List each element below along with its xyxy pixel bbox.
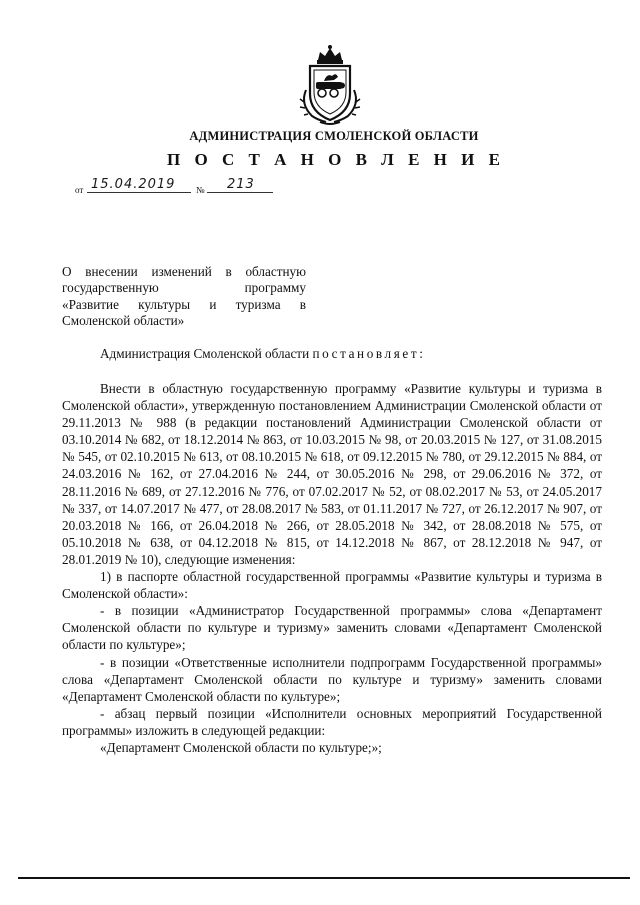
body-paragraph: «Департамент Смоленской области по культуре;»; (100, 739, 382, 755)
document-body (62, 380, 602, 756)
organization-name: АДМИНИСТРАЦИЯ СМОЛЕНСКОЙ ОБЛАСТИ (189, 129, 479, 143)
document-type-title: П О С Т А Н О В Л Е Н И Е (167, 150, 505, 169)
body-paragraph: - абзац первый позиции «Исполнители основных мероприятий Государственной программы» изложить в следующей редакции: (62, 705, 602, 738)
body-paragraph: - в позиции «Ответственные исполнители подпрограмм Государственной программы» слова «Департамент Смоленской области по культуре и туризму» заменить словами «Департамент Смоленской области по культуре»; (62, 654, 602, 704)
number-value: 213 (227, 177, 255, 192)
subject-line: О внесении изменений в областную (62, 264, 306, 279)
preamble-text: Администрация Смоленской области (100, 346, 313, 361)
number-underline (207, 192, 273, 193)
body-paragraph: Внести в областную государственную программу «Развитие культуры и туризма в Смоленской области», утвержденную постановлением Администрации Смоленской области от 29.11.2013 № 988 (в редакции постановлений Администрации Смоленской области от 03.10.2014 № 682, от 18.12.2014 № 863, от 10.03.2015 № 98, от 20.03.2015 № 127, от 31.08.2015 № 545, от 02.10.2015 № 613, от 08.10.2015 № 618, от 09.12.2015 № 780, от 29.12.2015 № 884, от 24.03.2016 № 162, от 27.04.2016 № 244, от 30.05.2016 № 298, от 29.06.2016 № 372, от 28.11.2016 № 689, от 27.12.2016 № 776, от 07.02.2017 № 52, от 08.02.2017 № 53, от 24.05.2017 № 337, от 14.07.2017 № 477, от 28.08.2017 № 583, от 01.11.2017 № 727, от 26.12.2017 № 907, от 20.03.2018 № 166, от 26.04.2018 № 266, от 28.05.2018 № 342, от 28.08.2018 № 575, от 05.10.2018 № 638, от 04.12.2018 № 815, от 14.12.2018 № 867, от 28.12.2018 № 947, от 28.01.2019 № 10), следующие изменения: (62, 381, 602, 567)
body-paragraph: - в позиции «Администратор Государственной программы» слова «Департамент Смоленской области по культуре и туризму» заменить словами «Департамент Смоленской области по культуре»; (62, 603, 602, 653)
document-subject (62, 264, 306, 330)
bottom-rule (18, 877, 630, 879)
preamble-resolves: постановляет: (312, 346, 426, 361)
date-underline (87, 192, 191, 193)
preamble (100, 346, 425, 362)
subject-line: государственную программу (62, 280, 306, 296)
body-paragraph: 1) в паспорте областной государственной программы «Развитие культуры и туризма в Смоленской области»: (62, 569, 602, 602)
subject-line: «Развитие культуры и туризма в (62, 296, 306, 312)
date-label: от (75, 185, 84, 195)
date-value: 15.04.2019 (91, 177, 176, 192)
number-label: № (196, 185, 205, 195)
subject-line: Смоленской области» (62, 313, 185, 329)
coat-of-arms-icon (296, 44, 364, 126)
